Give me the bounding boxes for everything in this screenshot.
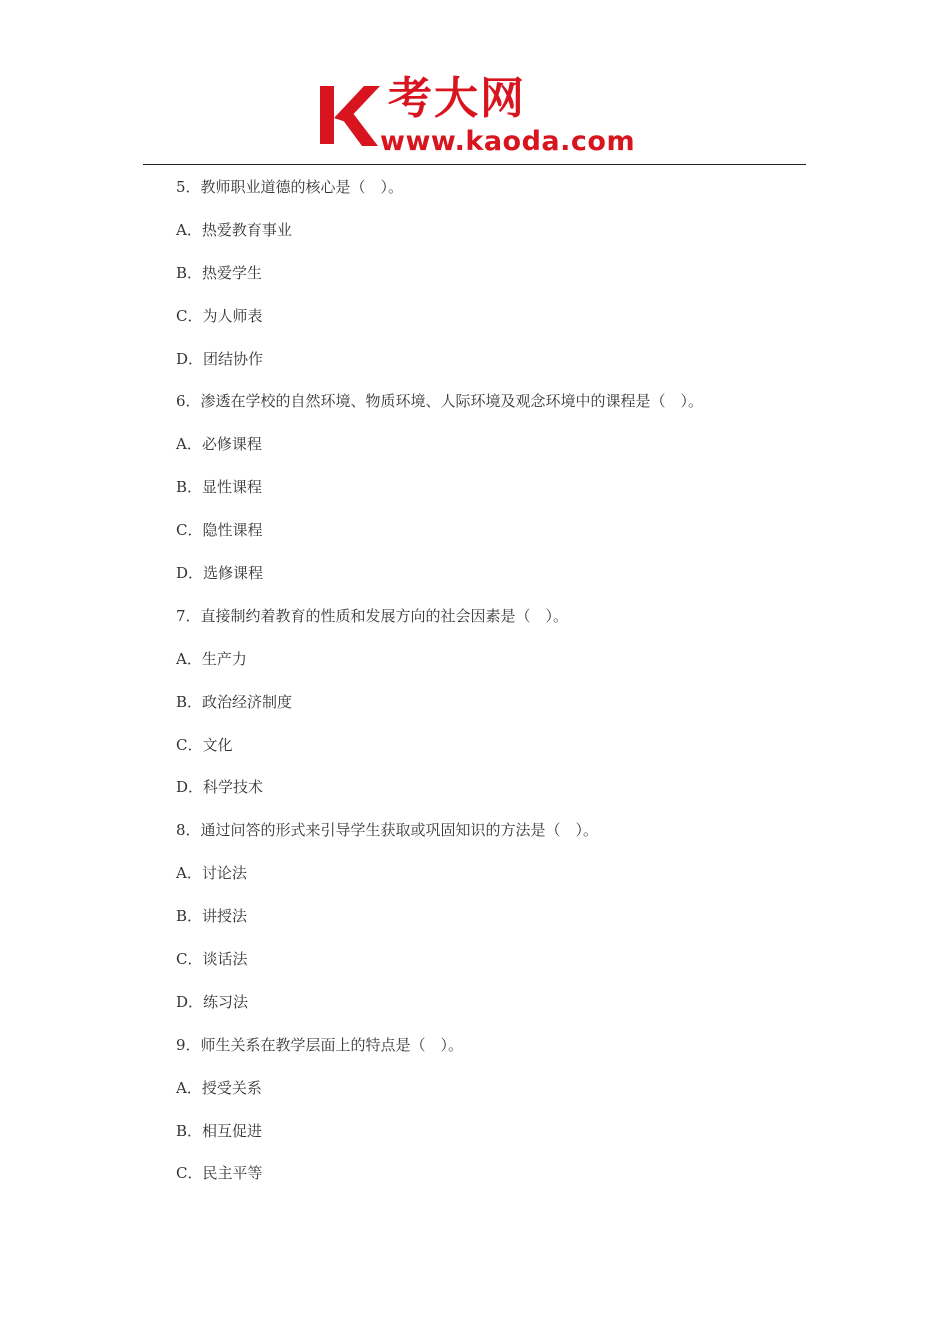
option-b: B．热爱学生 [176,263,263,282]
option-b: B．政治经济制度 [176,692,293,711]
question-stem: 9．师生关系在教学层面上的特点是（ ）。 [176,1035,464,1054]
header-divider [143,164,806,165]
question-8 [176,814,816,1028]
option-c: C．文化 [176,735,233,754]
option-d: D．团结协作 [176,349,264,368]
option-c: C．隐性课程 [176,521,263,540]
option-c: C．为人师表 [176,306,263,325]
kaoda-logo [318,72,648,162]
option-d: D．练习法 [176,992,249,1011]
question-stem: 7．直接制约着教育的性质和发展方向的社会因素是（ ）。 [176,606,569,625]
option-a: A．生产力 [176,649,247,668]
option-c: C．民主平等 [176,1164,263,1183]
option-d: D．选修课程 [176,564,264,583]
k-letter-icon [318,82,382,148]
logo-chinese-name: 考大网 [388,73,526,124]
option-b: B．相互促进 [176,1121,263,1140]
question-6 [176,385,816,599]
logo-url: www.kaoda.com [380,126,636,157]
question-5 [176,171,816,385]
question-stem: 6．渗透在学校的自然环境、物质环境、人际环境及观念环境中的课程是（ ）。 [176,392,704,411]
question-list [176,171,816,1200]
option-c: C．谈话法 [176,950,248,969]
option-d: D．科学技术 [176,778,264,797]
option-a: A．讨论法 [176,864,247,883]
question-9 [176,1029,816,1201]
question-stem: 5．教师职业道德的核心是（ ）。 [176,178,404,196]
question-7 [176,600,816,814]
question-stem: 8．通过问答的形式来引导学生获取或巩固知识的方法是（ ）。 [176,821,599,840]
option-b: B．讲授法 [176,907,248,926]
option-b: B．显性课程 [176,478,263,497]
option-a: A．授受关系 [176,1078,262,1097]
option-a: A．必修课程 [176,435,262,454]
option-a: A．热爱教育事业 [176,220,292,239]
